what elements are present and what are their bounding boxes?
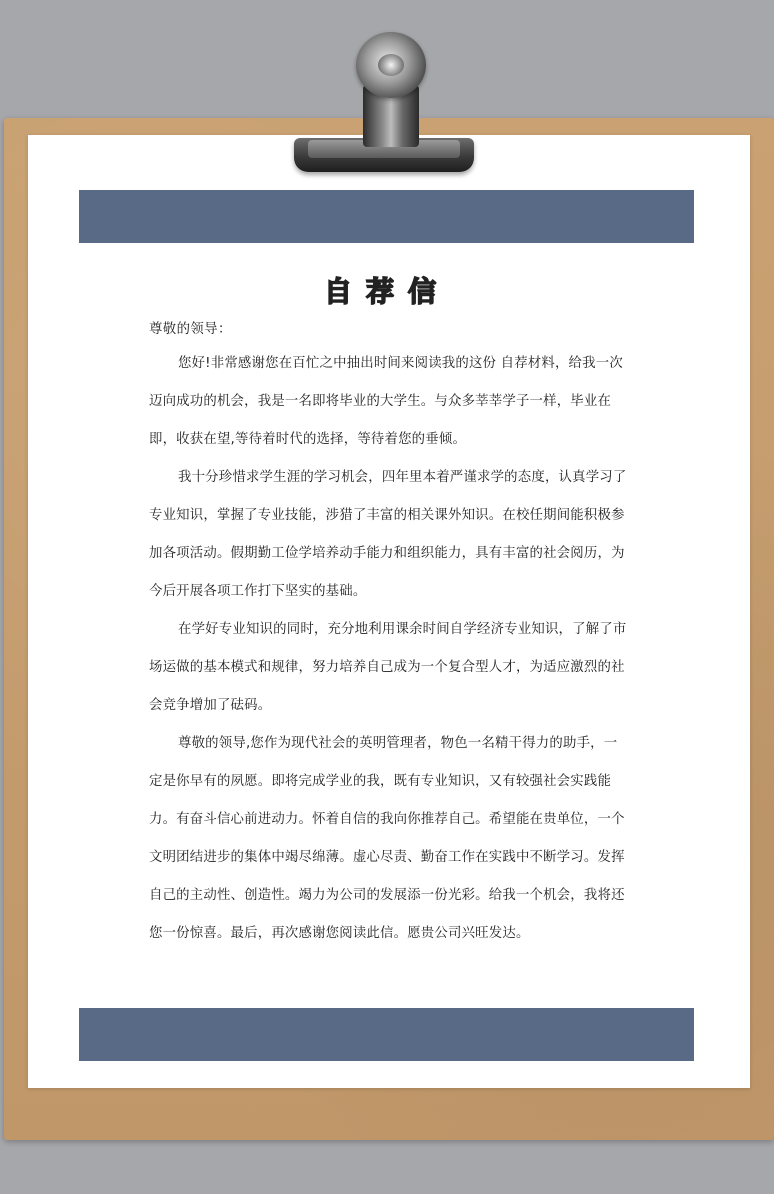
header-band <box>79 190 694 243</box>
letter-paragraph-2: 我十分珍惜求学生涯的学习机会，四年里本着严谨求学的态度，认真学习了专业知识，掌握了专业技能，涉猎了丰富的相关课外知识。在校任期间能积极参加各项活动。假期勤工俭学培养动手能力和组织能力，具有丰富的社会阅历，为今后开展各项工作打下坚实的基础。 <box>149 470 627 599</box>
letter-title: 自荐信 <box>323 275 450 308</box>
letter-paragraph-3: 在学好专业知识的同时，充分地利用课余时间自学经济专业知识，了解了市场运做的基本模式和规律，努力培养自己成为一个复合型人才，为适应激烈的社会竞争增加了砝码。 <box>149 622 627 713</box>
clip-hole <box>378 54 404 76</box>
letter-salutation: 尊敬的领导： <box>149 322 232 337</box>
footer-band <box>79 1008 694 1061</box>
letter-paragraph-4: 尊敬的领导,您作为现代社会的英明管理者，物色一名精干得力的助手，一定是你早有的夙愿。即将完成学业的我，既有专业知识，又有较强社会实践能力。有奋斗信心前进动力。怀着自信的我向你推荐自己。希望能在贵单位，一个文明团结进步的集体中竭尽绵薄。虚心尽责、勤奋工作在实践中不断学习。发挥自己的主动性、创造性。竭力为公司的发展添一份光彩。给我一个机会，我将还您一份惊喜。最后，再次感谢您阅读此信。愿贵公司兴旺发达。 <box>149 736 625 941</box>
letter-paragraph-1: 您好!非常感谢您在百忙之中抽出时间来阅读我的这份 自荐材料，给我一次迈向成功的机会，我是一名即将毕业的大学生。与众多莘莘学子一样，毕业在即，收获在望,等待着时代的选择，等待着您的垂倾。 <box>149 356 623 447</box>
